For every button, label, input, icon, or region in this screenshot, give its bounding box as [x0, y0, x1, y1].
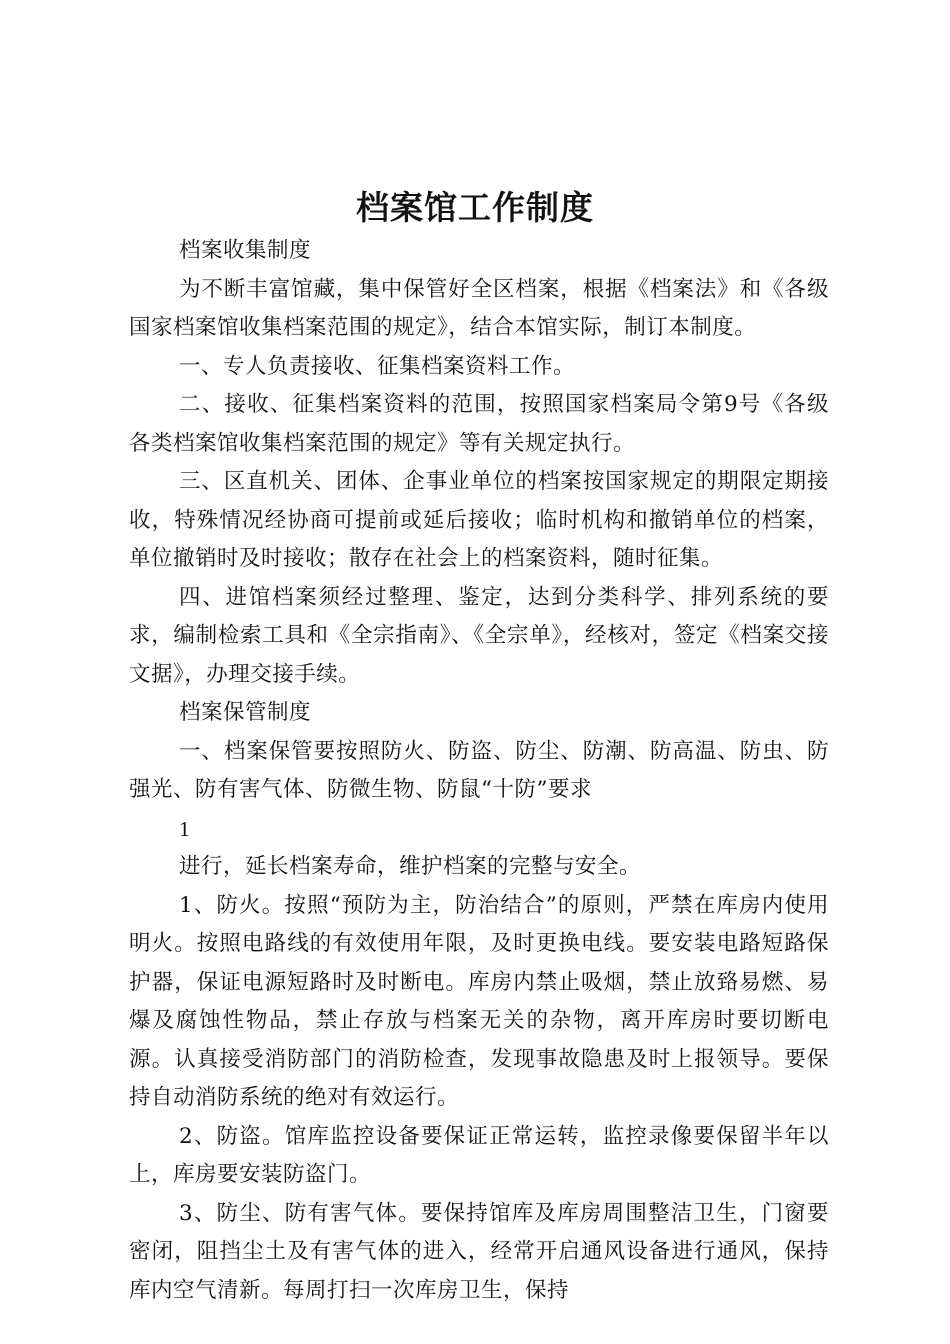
section-heading-storage: 档案保管制度	[179, 700, 312, 725]
paragraph-continuation: 进行，延长档案寿命，维护档案的完整与安全。	[179, 854, 642, 879]
paragraph-theft-prevention: 2、防盗。馆库监控设备要保证正常运转，监控录像要保留半年以上，库房要安装防盗门。	[129, 1123, 829, 1187]
section-heading-collection: 档案收集制度	[179, 238, 312, 263]
paragraph-item-1: 一、专人负责接收、征集档案资料工作。	[179, 353, 576, 379]
page-number: 1	[179, 816, 191, 841]
paragraph-item-4: 四、进馆档案须经过整理、鉴定，达到分类科学、排列系统的要求，编制检索工具和《全宗指南》、《全宗单》，经核对，签定《档案交接文据》，办理交接手续。	[129, 584, 829, 687]
paragraph-item-2: 二、接收、征集档案资料的范围，按照国家档案局令第9号《各级各类档案馆收集档案范围的规定》等有关规定执行。	[129, 392, 829, 456]
paragraph-item-3: 三、区直机关、团体、企事业单位的档案按国家规定的期限定期接收，特殊情况经协商可提前或延后接收；临时机构和撤销单位的档案，单位撤销时及时接收；散存在社会上的档案资料，随时征集。	[129, 469, 829, 571]
paragraph-dust-prevention: 3、防尘、防有害气体。要保持馆库及库房周围整洁卫生，门窗要密闭，阻挡尘土及有害气体的进入，经常开启通风设备进行通风，保持库内空气清新。每周打扫一次库房卫生，保持	[129, 1200, 829, 1303]
paragraph-storage-1: 一、档案保管要按照防火、防盗、防尘、防潮、防高温、防虫、防强光、防有害气体、防微生物、防鼠“十防”要求	[129, 738, 829, 802]
paragraph-fire-prevention: 1、防火。按照“预防为主，防治结合”的原则，严禁在库房内使用明火。按照电路线的有效使用年限，及时更换电线。要安装电路短路保护器，保证电源短路时及时断电。库房内禁止吸烟，禁止放臵易燃、易爆及腐蚀性物品，禁止存放与档案无关的杂物，离开库房时要切断电源。认真接受消防部门的消防检查，发现事故隐患及时上报领导。要保持自动消防系统的绝对有效运行。	[129, 892, 829, 1110]
document-body	[129, 232, 829, 1310]
document-title: 档案馆工作制度	[356, 188, 594, 227]
paragraph-intro: 为不断丰富馆藏，集中保管好全区档案，根据《档案法》和《各级国家档案馆收集档案范围的规定》，结合本馆实际，制订本制度。	[129, 276, 829, 340]
